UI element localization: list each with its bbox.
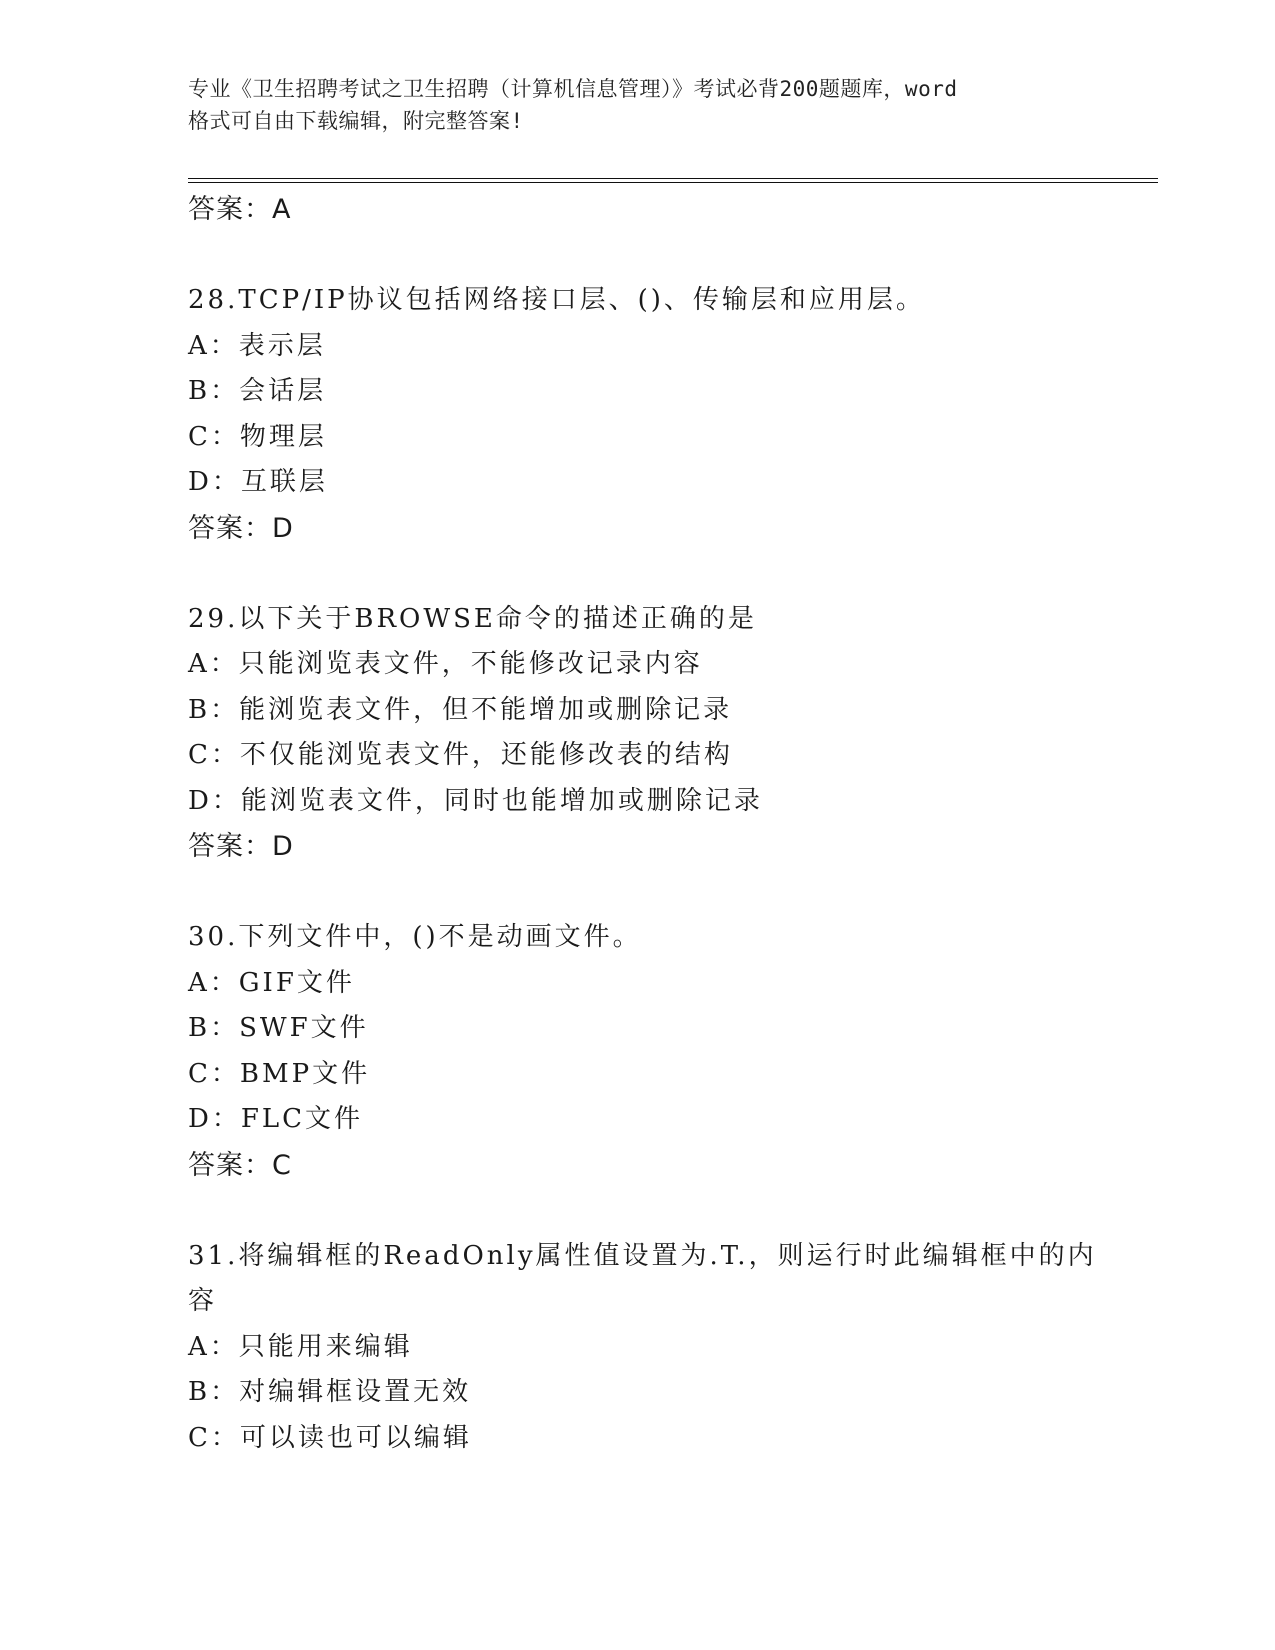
question-text: 30.下列文件中，()不是动画文件。 bbox=[188, 922, 642, 952]
option-d: D：能浏览表文件，同时也能增加或删除记录 bbox=[188, 785, 763, 816]
question-28 bbox=[188, 278, 1088, 551]
option-a: A：GIF文件 bbox=[188, 967, 355, 998]
answer: 答案：C bbox=[188, 1149, 292, 1181]
question-29 bbox=[188, 597, 1088, 870]
question-text: 28.TCP/IP协议包括网络接口层、()、传输层和应用层。 bbox=[188, 285, 925, 315]
question-text-line-1: 31.将编辑框的ReadOnly属性值设置为.T.，则运行时此编辑框中的内 bbox=[188, 1240, 1097, 1271]
document-header bbox=[188, 73, 1088, 137]
question-30 bbox=[188, 915, 1088, 1188]
header-line-1: 专业《卫生招聘考试之卫生招聘（计算机信息管理）》考试必背200题题库，word bbox=[188, 77, 958, 101]
option-a: A：只能浏览表文件，不能修改记录内容 bbox=[188, 649, 703, 679]
question-31 bbox=[188, 1234, 1097, 1462]
option-b: B：能浏览表文件，但不能增加或删除记录 bbox=[188, 694, 733, 725]
question-text: 29.以下关于BROWSE命令的描述正确的是 bbox=[188, 603, 757, 634]
option-c: C：BMP文件 bbox=[188, 1058, 371, 1089]
option-c: C：物理层 bbox=[188, 421, 327, 452]
spacer bbox=[188, 233, 1088, 279]
option-b: B：会话层 bbox=[188, 376, 327, 406]
spacer bbox=[188, 870, 1088, 916]
option-b: B：SWF文件 bbox=[188, 1013, 369, 1043]
option-a: A：表示层 bbox=[188, 330, 326, 361]
header-divider bbox=[188, 178, 1158, 183]
question-text-line-2: 容 bbox=[188, 1286, 218, 1316]
option-a: A：只能用来编辑 bbox=[188, 1331, 413, 1362]
option-c: C：可以读也可以编辑 bbox=[188, 1422, 472, 1453]
answer: 答案：D bbox=[188, 831, 294, 862]
header-line-2: 格式可自由下载编辑，附完整答案! bbox=[188, 109, 524, 133]
spacer bbox=[188, 1188, 1088, 1234]
option-b: B：对编辑框设置无效 bbox=[188, 1377, 472, 1407]
option-c: C：不仅能浏览表文件，还能修改表的结构 bbox=[188, 740, 733, 770]
option-d: D：互联层 bbox=[188, 467, 328, 497]
option-d: D：FLC文件 bbox=[188, 1104, 364, 1134]
question-list bbox=[188, 187, 1097, 1461]
spacer bbox=[188, 551, 1088, 597]
answer: 答案：D bbox=[188, 512, 294, 544]
answer-previous: 答案：A bbox=[188, 194, 292, 225]
